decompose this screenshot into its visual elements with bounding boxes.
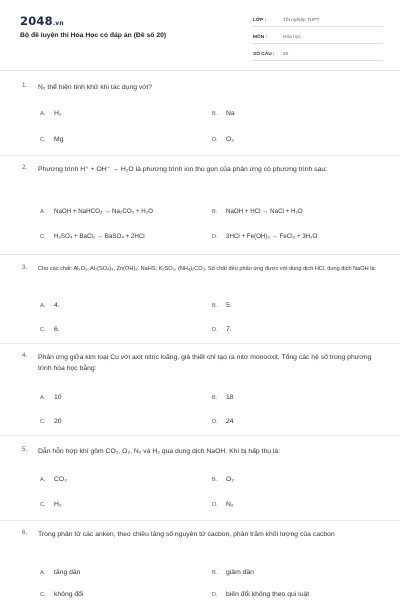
meta-label: MÔN :: [253, 34, 268, 40]
option-text: O₂: [226, 136, 234, 143]
option-d[interactable]: [212, 326, 232, 333]
option-letter: D.: [212, 327, 218, 333]
option-text: H₂: [54, 501, 62, 508]
page-title: Bộ đề luyện thi Hóa Học có đáp án (Đề số 20): [20, 32, 167, 39]
option-text: 6.: [54, 326, 60, 333]
option-letter: B.: [212, 111, 218, 117]
option-b[interactable]: [212, 302, 232, 309]
option-text: 4.: [54, 302, 60, 309]
option-text: Mg: [54, 136, 64, 143]
option-letter: B.: [212, 395, 218, 401]
option-letter: B.: [212, 303, 218, 309]
option-b[interactable]: [212, 394, 234, 401]
question-number: 2.: [22, 164, 28, 171]
meta-value: Hóa học: [283, 34, 301, 40]
divider: [0, 254, 400, 255]
option-d[interactable]: [212, 136, 234, 143]
meta-row-subject: [253, 31, 383, 44]
option-a[interactable]: [40, 394, 62, 401]
question-number: 4.: [22, 352, 28, 359]
option-text: giảm dần: [226, 569, 254, 576]
option-letter: D.: [212, 234, 218, 240]
option-text: H₂SO₄ + BaCl₂ → BaSO₄ + 2HCl: [54, 233, 145, 240]
option-text: CO₂: [54, 476, 67, 483]
option-letter: D.: [212, 419, 218, 425]
option-letter: C.: [40, 234, 46, 240]
meta-label: SỐ CÂU :: [253, 51, 275, 57]
option-text: O₂: [226, 476, 234, 483]
question-number: 1.: [22, 82, 28, 89]
question-text: Dẫn hỗn hợp khí gồm CO₂, O₂, N₂ và H₂ qua dung dịch NaOH. Khí bị hấp thụ là:: [38, 448, 281, 455]
option-text: 10: [54, 394, 62, 401]
question-number: 5.: [22, 446, 28, 453]
meta-value: 40: [283, 51, 289, 57]
option-c[interactable]: [40, 233, 145, 240]
question-number: 3.: [22, 264, 28, 271]
option-letter: A.: [40, 111, 46, 117]
page-header: [0, 0, 400, 72]
option-b[interactable]: [212, 569, 254, 576]
option-letter: A.: [40, 395, 46, 401]
option-a[interactable]: [40, 569, 80, 576]
option-text: không đổi: [54, 591, 84, 598]
option-d[interactable]: [212, 418, 234, 425]
option-d[interactable]: [212, 501, 234, 508]
option-letter: D.: [212, 592, 218, 598]
option-a[interactable]: [40, 110, 62, 117]
option-c[interactable]: [40, 591, 83, 598]
option-letter: C.: [40, 137, 46, 143]
divider: [0, 343, 400, 344]
option-b[interactable]: [212, 110, 235, 117]
option-text: H₂: [54, 110, 62, 117]
option-text: biến đổi không theo qui luật: [226, 591, 310, 598]
question-text: Trong phân tử các anken, theo chiều tăng số nguyên tử cacbon, phần trăm khối lượng của cacbon: [38, 531, 335, 538]
option-letter: B.: [212, 477, 218, 483]
option-letter: C.: [40, 502, 46, 508]
question-text: Cho các chất: Al₂O₃, Al₂(SO₄)₃, Zn(OH)₂, NaHS, K₂SO₃, (NH₄)₂CO₃. Số chất đều phản ứng được với dung dịch HCl, dung dịch NaOH là:: [38, 266, 377, 272]
option-letter: D.: [212, 502, 218, 508]
option-a[interactable]: [40, 208, 153, 215]
question-text: Phương trình H⁺ + OH⁻ → H₂O là phương trình ion thu gọn của phản ứng có phương trình sau:: [38, 166, 328, 173]
option-text: 24: [226, 418, 234, 425]
option-text: NaOH + NaHCO₃ → Na₂CO₃ + H₂O: [54, 208, 153, 215]
question-number: 6.: [22, 529, 28, 536]
divider: [0, 70, 400, 71]
option-text: 18: [226, 394, 234, 401]
meta-value: Tốt nghiệp THPT: [283, 17, 320, 23]
option-a[interactable]: [40, 302, 60, 309]
meta-row-count: [253, 48, 383, 61]
option-d[interactable]: [212, 233, 317, 240]
option-b[interactable]: [212, 476, 234, 483]
option-text: 7.: [226, 326, 232, 333]
option-text: NaOH + HCl → NaCl + H₂O: [226, 208, 303, 215]
option-b[interactable]: [212, 208, 303, 215]
option-a[interactable]: [40, 476, 67, 483]
option-d[interactable]: [212, 591, 309, 598]
meta-row-class: [253, 14, 383, 27]
option-text: Na: [226, 110, 235, 117]
option-letter: C.: [40, 327, 46, 333]
option-c[interactable]: [40, 136, 63, 143]
option-text: 20: [54, 418, 62, 425]
option-letter: A.: [40, 303, 46, 309]
option-letter: B.: [212, 209, 218, 215]
option-text: 3HCl + Fe(OH)₃ → FeCl₃ + 3H₂O: [226, 233, 318, 240]
option-c[interactable]: [40, 326, 60, 333]
question-text: Phản ứng giữa kim loại Cu với axit nitric loãng, giả thiết chỉ tạo ra nitơ monooxit. Tổng các hệ số trong phương trình hóa học bằng:: [38, 354, 372, 372]
option-letter: A.: [40, 570, 46, 576]
option-text: tăng dần: [54, 569, 81, 576]
divider: [0, 435, 400, 436]
option-letter: C.: [40, 592, 46, 598]
option-letter: C.: [40, 419, 46, 425]
divider: [0, 520, 400, 521]
site-logo[interactable]: 2048.vn: [20, 14, 64, 28]
option-letter: B.: [212, 570, 218, 576]
option-c[interactable]: [40, 418, 62, 425]
option-text: 5.: [226, 302, 232, 309]
meta-label: LỚP :: [253, 17, 267, 23]
meta-info: [253, 14, 383, 65]
option-letter: A.: [40, 477, 46, 483]
option-letter: A.: [40, 209, 46, 215]
option-c[interactable]: [40, 501, 62, 508]
question-text: N₂ thể hiện tính khử khi tác dụng với?: [38, 84, 153, 91]
divider: [0, 155, 400, 156]
option-text: N₂: [226, 501, 234, 508]
option-letter: D.: [212, 137, 218, 143]
